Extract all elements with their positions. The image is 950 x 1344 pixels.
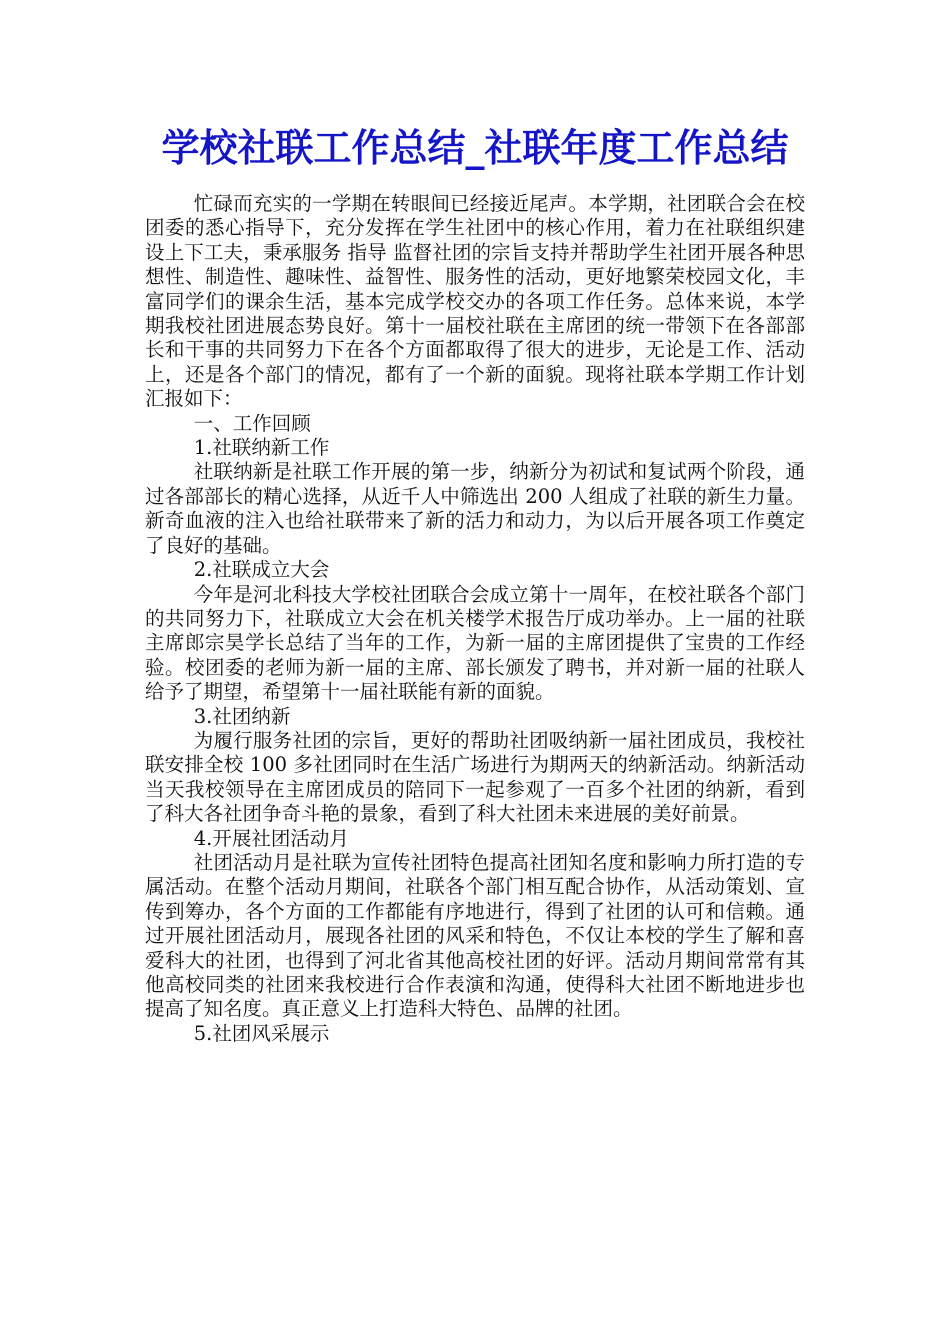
- subheading-activity-month: 4.开展社团活动月: [193, 826, 349, 850]
- paragraph-recruitment: 社联纳新是社联工作开展的第一步，纳新分为初试和复试两个阶段，通过各部部长的精心选择，从近千人中筛选出 200 人组成了社联的新生力量。新奇血液的注入也给社联带来了新的活力和动力，为以后开展各项工作奠定了良好的基础。: [145, 460, 805, 557]
- subheading-club-showcase: 5.社团风采展示: [193, 1021, 330, 1045]
- paragraph-club-recruitment: 为履行服务社团的宗旨，更好的帮助社团吸纳新一届社团成员，我校社联安排全校 100 多社团同时在生活广场进行为期两天的纳新活动。纳新活动当天我校领导在主席团成员的陪同下一起参观了一百多个社团的纳新，看到了科大各社团争奇斗艳的景象，看到了科大社团未来进展的美好前景。: [145, 728, 805, 826]
- subheading-founding-meeting: 2.社联成立大会: [193, 558, 330, 582]
- document-title: 学校社联工作总结_社联年度工作总结: [161, 126, 789, 170]
- subheading-club-recruitment: 3.社团纳新: [193, 704, 291, 728]
- subheading-recruitment: 1.社联纳新工作: [193, 436, 330, 460]
- paragraph-activity-month: 社团活动月是社联为宣传社团特色提高社团知名度和影响力所打造的专属活动。在整个活动月期间，社联各个部门相互配合协作，从活动策划、宣传到筹办，各个方面的工作都能有序地进行，得到了社团的认可和信赖。通过开展社团活动月，展现各社团的风采和特色，不仅让本校的学生了解和喜爱科大的社团，也得到了河北省其他高校社团的好评。活动月期间常常有其他高校同类的社团来我校进行合作表演和沟通，使得科大社团不断地进步也提高了知名度。真正意义上打造科大特色、品牌的社团。: [145, 850, 805, 1021]
- paragraph-intro: 忙碌而充实的一学期在转眼间已经接近尾声。本学期，社团联合会在校团委的悉心指导下，充分发挥在学生社团中的核心作用，着力在社联组织建设上下工夫，秉承服务 指导 监督社团的宗旨支持并帮助学生社团开展各种思想性、制造性、趣味性、益智性、服务性的活动，更好地繁荣校园文化，丰富同学们的课余生活，基本完成学校交办的各项工作任务。总体来说，本学期我校社团进展态势良好。第十一届校社联在主席团的统一带领下在各部部长和干事的共同努力下在各个方面都取得了很大的进步，无论是工作、活动上，还是各个部门的情况，都有了一个新的面貌。现将社联本学期工作计划汇报如下：: [145, 192, 805, 411]
- section-heading-review: 一、工作回顾: [193, 411, 311, 435]
- document-page: [145, 124, 805, 1046]
- paragraph-founding-meeting: 今年是河北科技大学校社团联合会成立第十一周年，在校社联各个部门的共同努力下，社联成立大会在机关楼学术报告厅成功举办。上一届的社联主席郎宗昊学长总结了当年的工作，为新一届的主席团提供了宝贵的工作经验。校团委的老师为新一届的主席、部长颁发了聘书，并对新一届的社联人给予了期望，希望第十一届社联能有新的面貌。: [145, 582, 805, 704]
